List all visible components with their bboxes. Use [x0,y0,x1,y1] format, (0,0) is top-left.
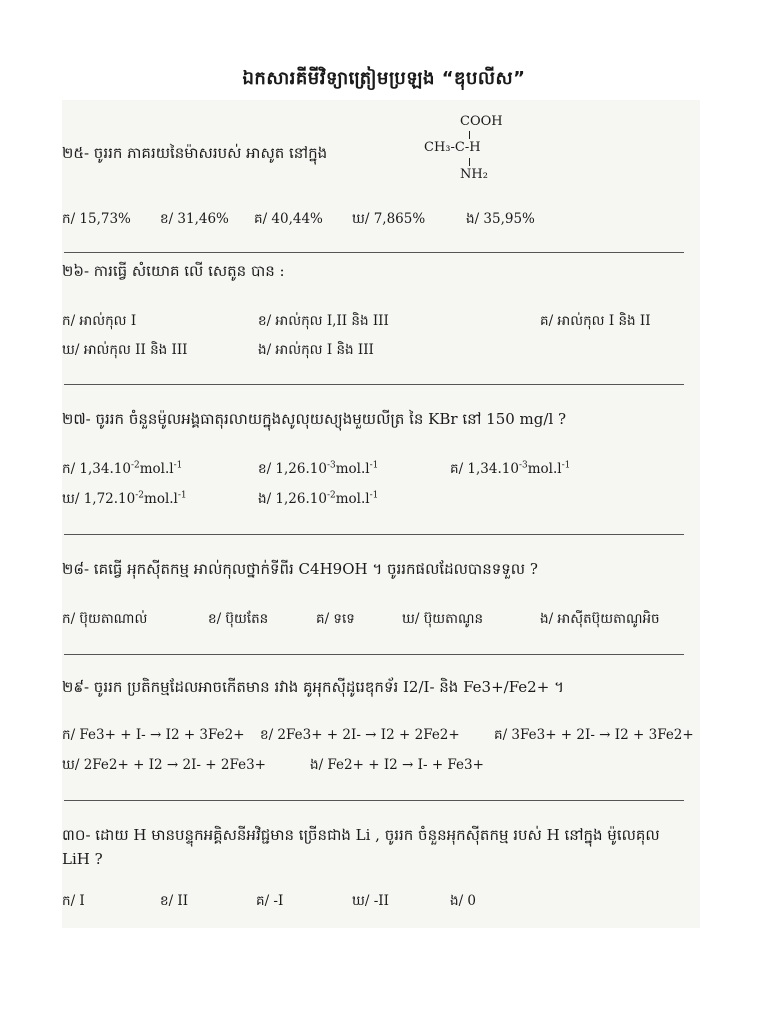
option-d: ឃ/ 2Fe2+ + I2 → 2I- + 2Fe3+ [62,757,266,773]
option-b: ខ/ 31,46% [160,211,229,227]
option-c: គ/ -I [256,893,284,909]
question-stem: ២៧- ចូររក ចំនួនម៉ូលអង្គធាតុរលាយក្នុងសូលុយស្យុងមួយលីត្រ នៃ KBr នៅ 150 mg/l ? [62,410,567,428]
structure-bottom: NH₂ [460,167,488,182]
page-title: ឯកសារគីមីវិទ្យាត្រៀមប្រឡង “ឌុបលីស” [242,68,526,89]
option-d: ឃ/ 7,865% [352,211,426,227]
scanned-exam-sheet [62,100,700,928]
structure-middle: CH₃-C-H [424,140,481,155]
option-d: ឃ/ -II [352,893,389,909]
option-e: ង/ Fe2+ + I2 → I- + Fe3+ [310,757,484,773]
option-a: ក/ 15,73% [62,211,131,227]
option-d: ឃ/ $1,72.10^{-2}mol.l^{-1}$ [62,490,187,507]
question-stem: ២៩- ចូររក ប្រតិកម្មដែលអាចកើតមាន រវាង គូអុកស៊ីដូរេឌុកទ័រ I2/I- និង Fe3+/Fe2+ ។ [62,678,564,696]
option-a: ក/ ប៊ុយតាណាល់ [62,611,148,627]
divider [64,384,684,385]
option-a: ក/ អាល់កុល I [62,313,137,329]
question-stem: ២៨- គេធ្វើ អុកស៊ីតកម្ម អាល់កុលថ្នាក់ទីពីរ C4H9OH ។ ចូររកផលដែលបានទទួល ? [62,560,538,578]
option-e: ង/ $1,26.10^{-2}mol.l^{-1}$ [258,490,379,507]
question-stem: ២៥- ចូររក ភាគរយនៃម៉ាសរបស់ អាសូត នៅក្នុង [62,144,328,162]
option-b: ខ/ ប៊ុយតែន [208,611,269,627]
option-e: ង/ 0 [450,893,476,909]
option-c: គ/ $1,34.10^{-3}mol.l^{-1}$ [450,460,571,477]
option-c: គ/ ទទេ [316,611,355,627]
question-stem: ២៦- ការធ្វើ សំយោគ លើ សេតូន បាន : [62,262,285,280]
option-c: គ/ 3Fe3+ + 2I- → I2 + 3Fe2+ [494,727,694,743]
alanine-structure [424,114,544,184]
divider [64,252,684,253]
option-b: ខ/ អាល់កុល I,II និង III [258,313,389,329]
divider [64,800,684,801]
question-stem: ៣០- ដោយ H មានបន្ទុកអគ្គិសនីអវិជ្ជមាន ច្រើនជាង Li , ចូររក ចំនួនអុកស៊ីតកម្ម របស់ H នៅក្នុង ម៉ូលេគុល [62,826,660,844]
option-d: ឃ/ អាល់កុល II និង III [62,342,188,358]
option-b: ខ/ 2Fe3+ + 2I- → I2 + 2Fe2+ [260,727,460,743]
divider [64,534,684,535]
option-e: ង/ អាស៊ីតប៊ុយតាណូអិច [540,611,660,627]
option-d: ឃ/ ប៊ុយតាណូន [402,611,484,627]
structure-top: COOH [460,114,503,129]
option-e: ង/ អាល់កុល I និង III [258,342,374,358]
question-stem-continued: LiH ? [62,850,103,868]
option-e: ង/ 35,95% [466,211,535,227]
divider [64,654,684,655]
option-a: ក/ I [62,893,85,909]
option-c: គ/ 40,44% [254,211,323,227]
option-b: ខ/ II [160,893,189,909]
option-a: ក/ Fe3+ + I- → I2 + 3Fe2+ [62,727,245,743]
option-b: ខ/ $1,26.10^{-3}mol.l^{-1}$ [258,460,379,477]
option-a: ក/ $1,34.10^{-2}mol.l^{-1}$ [62,460,183,477]
option-c: គ/ អាល់កុល I និង II [540,313,651,329]
